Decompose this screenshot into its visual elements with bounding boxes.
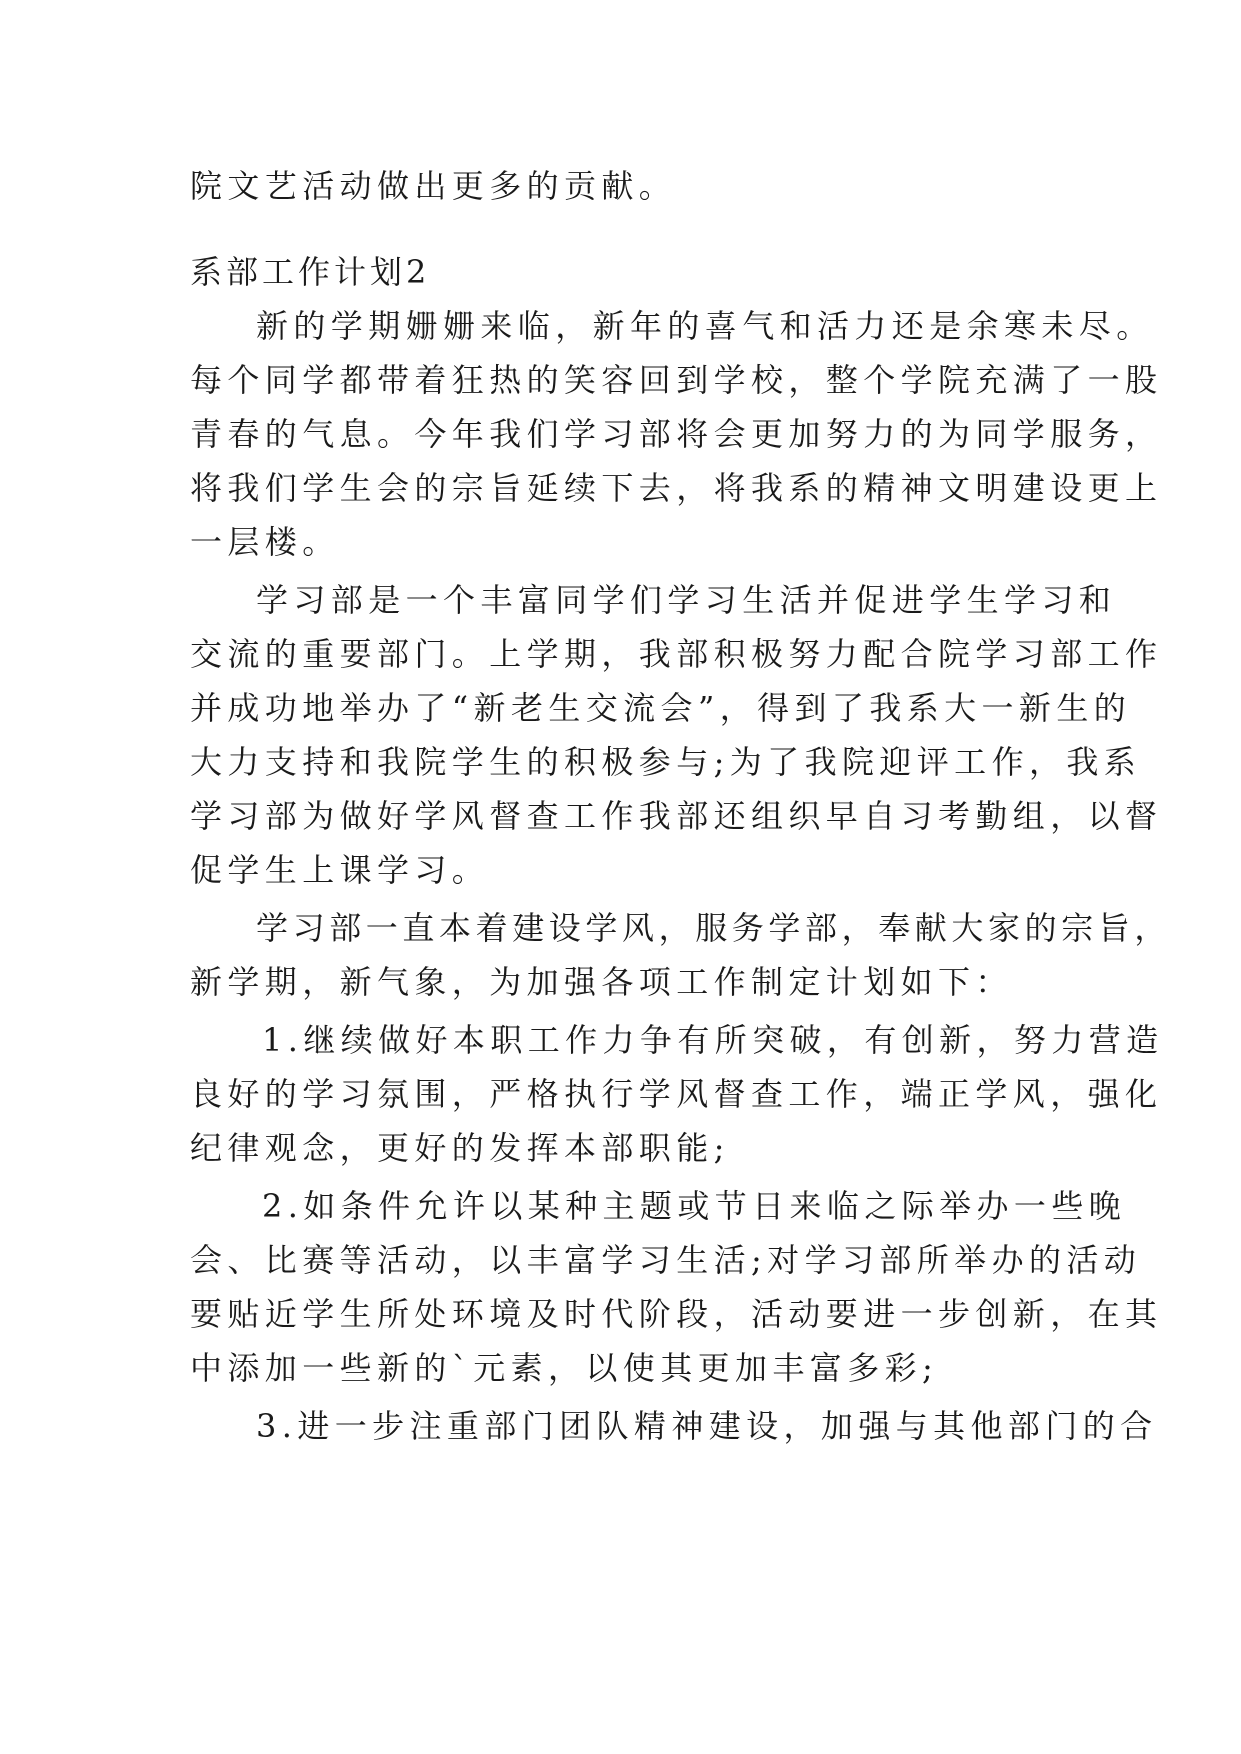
- text-line: 学习部为做好学风督查工作我部还组织早自习考勤组，以督: [190, 797, 1163, 835]
- text-line: 学习部是一个丰富同学们学习生活并促进学生学习和: [256, 581, 1117, 619]
- text-line: 每个同学都带着狂热的笑容回到学校，整个学院充满了一股: [190, 361, 1163, 399]
- text-line: 青春的气息。今年我们学习部将会更加努力的为同学服务，: [190, 415, 1163, 453]
- list-item-2: 2.如条件允许以某种主题或节日来临之际举办一些晚: [262, 1187, 1127, 1225]
- text-line: 会、比赛等活动，以丰富学习生活;对学习部所举办的活动: [190, 1241, 1142, 1279]
- text-line: 大力支持和我院学生的积极参与;为了我院迎评工作，我系: [190, 743, 1142, 781]
- text-line: 交流的重要部门。上学期，我部积极努力配合院学习部工作: [190, 635, 1163, 673]
- text-line: 纪律观念，更好的发挥本部职能;: [190, 1129, 730, 1167]
- text-line: 学习部一直本着建设学风，服务学部，奉献大家的宗旨，: [256, 909, 1172, 947]
- text-line: 并成功地举办了“新老生交流会”，得到了我系大一新生的: [190, 689, 1132, 727]
- section-heading: 系部工作计划2: [190, 253, 431, 291]
- text-line: 要贴近学生所处环境及时代阶段，活动要进一步创新，在其: [190, 1295, 1163, 1333]
- text-line: 中添加一些新的`元素，以使其更加丰富多彩;: [190, 1349, 939, 1387]
- text-line: 新学期，新气象，为加强各项工作制定计划如下：: [190, 963, 1013, 1001]
- list-item-1: 1.继续做好本职工作力争有所突破，有创新，努力营造: [262, 1021, 1164, 1059]
- text-line: 新的学期姗姗来临，新年的喜气和活力还是余寒未尽。: [256, 307, 1154, 345]
- text-line: 促学生上课学习。: [190, 851, 490, 889]
- list-item-3: 3.进一步注重部门团队精神建设，加强与其他部门的合: [256, 1407, 1158, 1445]
- text-line: 将我们学生会的宗旨延续下去，将我系的精神文明建设更上: [190, 469, 1163, 507]
- text-line: 院文艺活动做出更多的贡献。: [190, 167, 677, 205]
- text-line: 良好的学习氛围，严格执行学风督查工作，端正学风，强化: [190, 1075, 1163, 1113]
- text-line: 一层楼。: [190, 523, 340, 561]
